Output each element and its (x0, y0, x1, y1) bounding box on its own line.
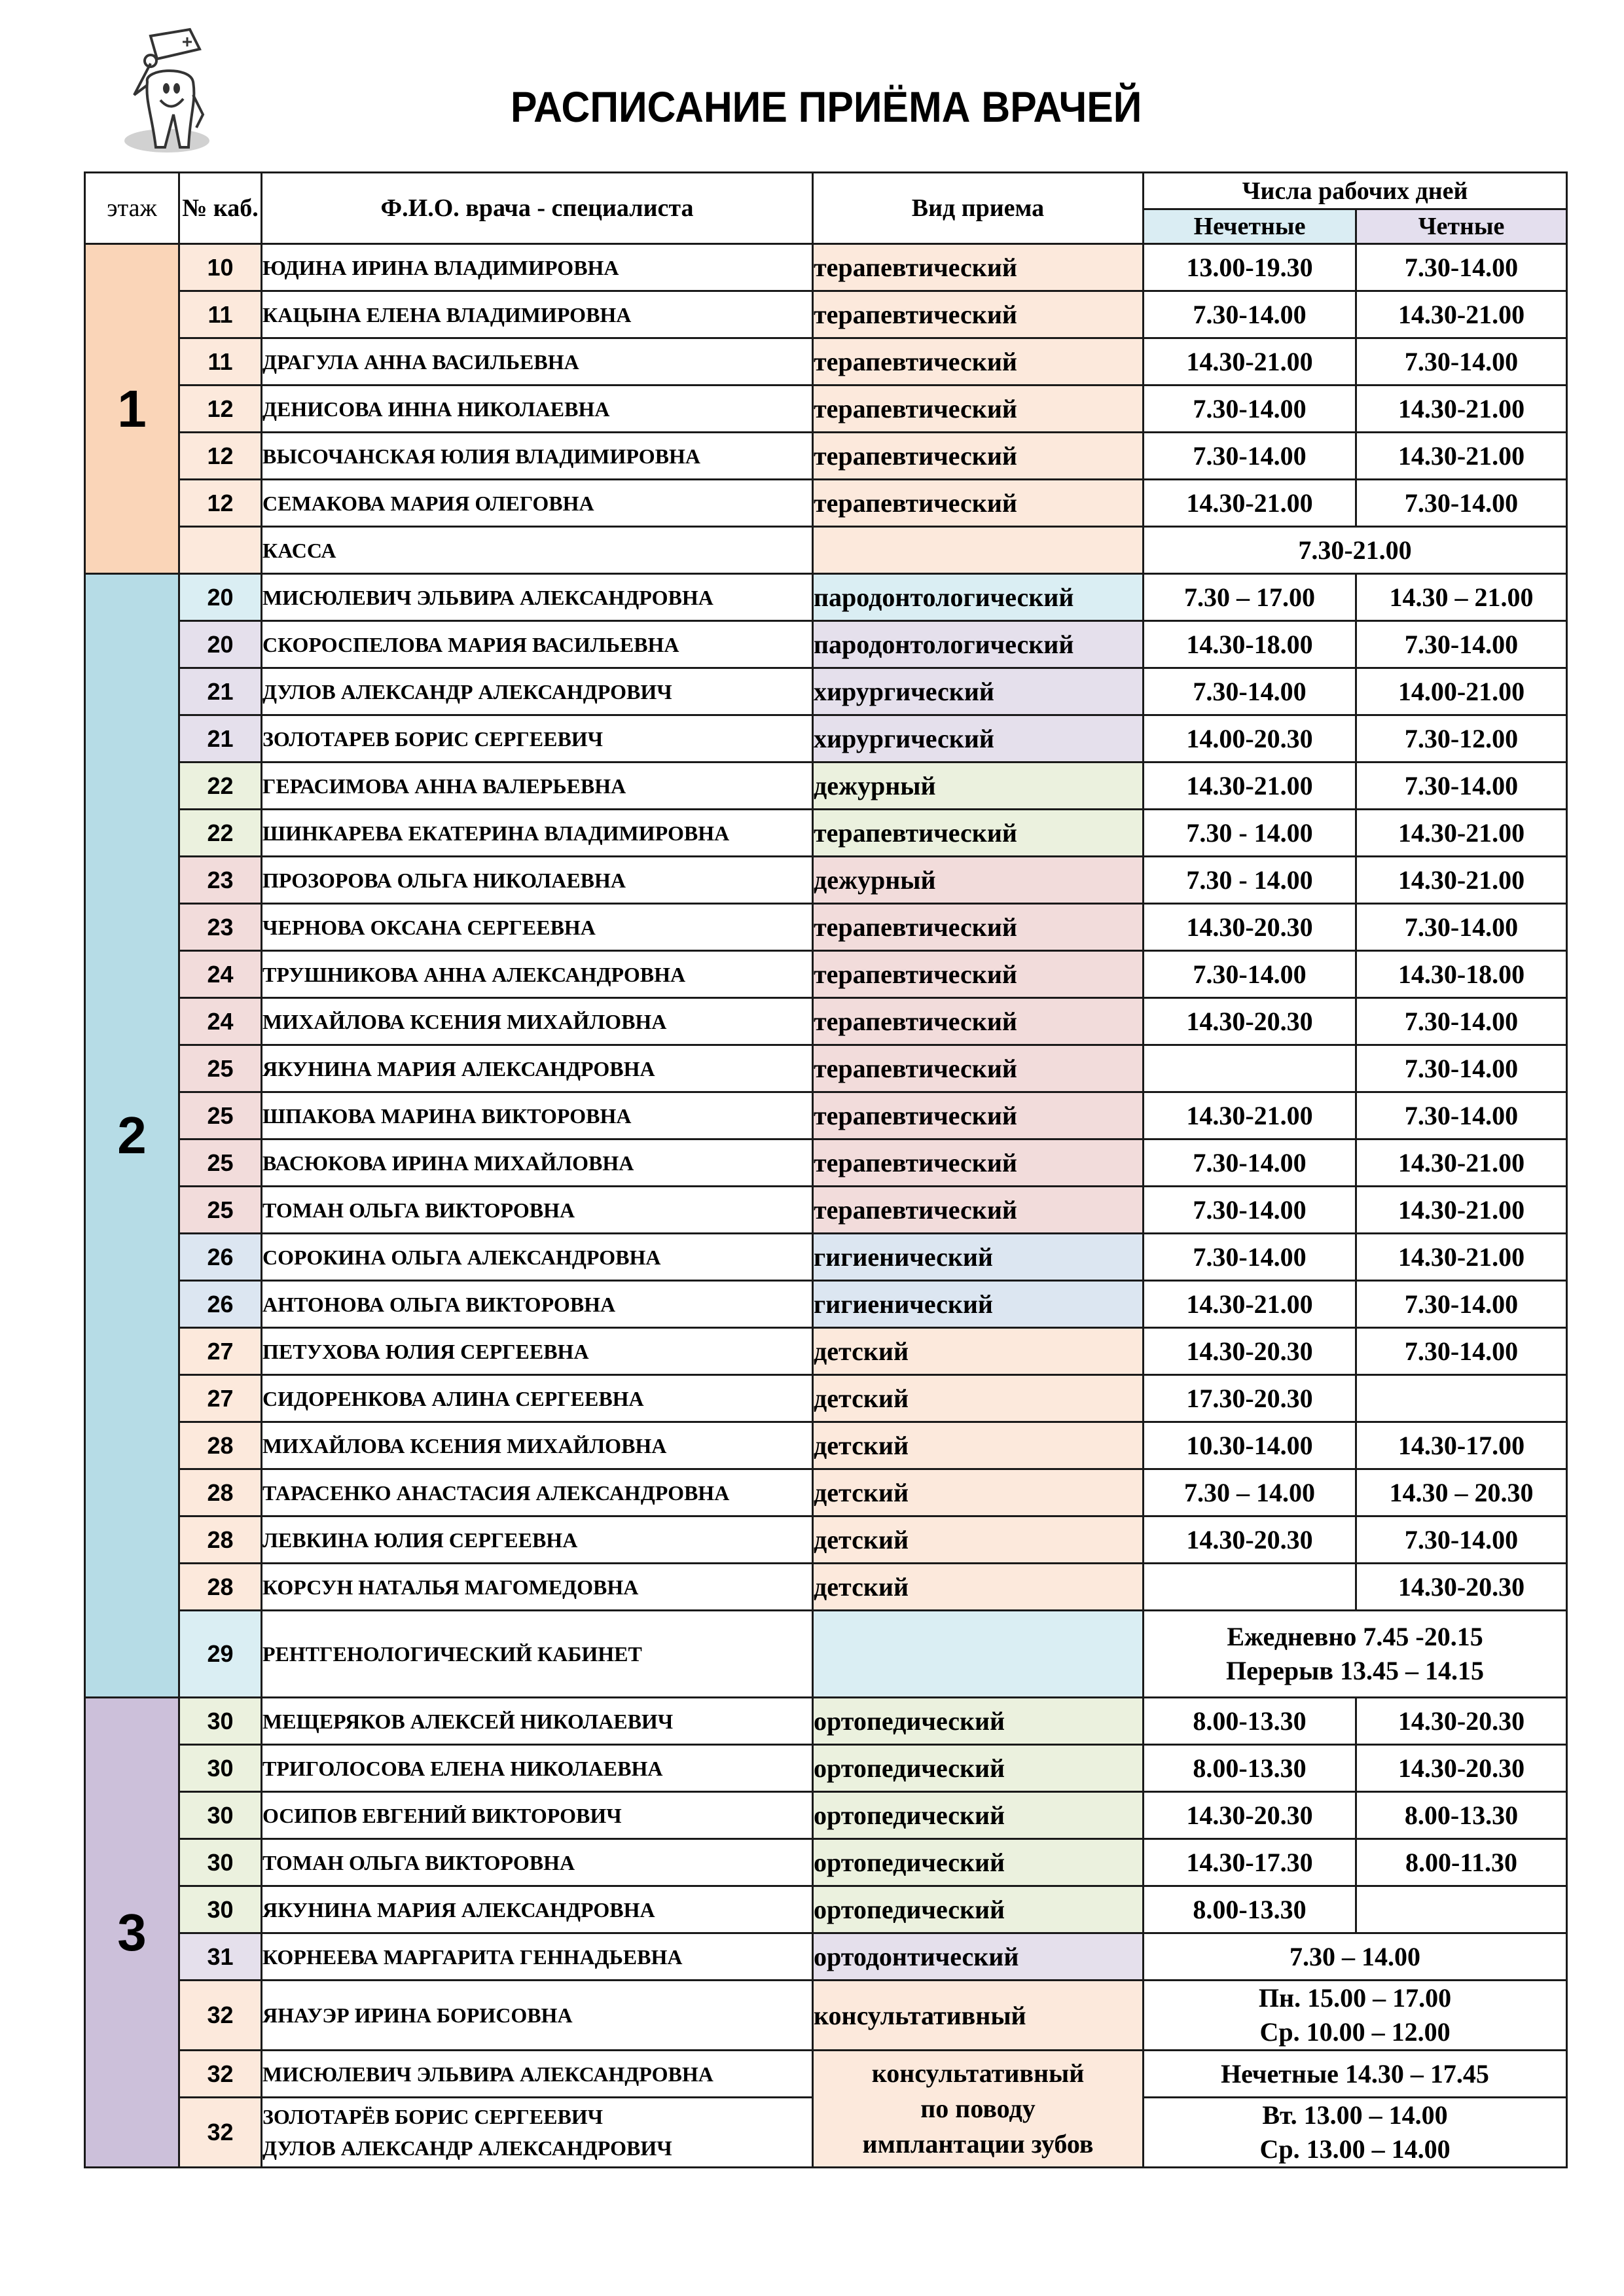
appointment-type: терапевтический (813, 480, 1144, 527)
appointment-type (813, 527, 1144, 574)
schedule-even: 7.30-14.00 (1356, 338, 1567, 386)
schedule-odd: 14.30-21.00 (1144, 762, 1356, 810)
table-row (85, 621, 1567, 668)
table-row (85, 1375, 1567, 1422)
table-row (85, 1092, 1567, 1139)
appointment-type: терапевтический (813, 338, 1144, 386)
appointment-type: дежурный (813, 762, 1144, 810)
room-number: 28 (179, 1469, 262, 1516)
schedule-odd: 14.00-20.30 (1144, 715, 1356, 762)
room-number: 22 (179, 762, 262, 810)
appointment-type: детский (813, 1328, 1144, 1375)
table-row (85, 480, 1567, 527)
room-number: 24 (179, 951, 262, 998)
room-number: 23 (179, 857, 262, 904)
floor-label: 2 (85, 574, 179, 1698)
appointment-type-line: консультативный (871, 2058, 1085, 2088)
table-row (85, 1328, 1567, 1375)
schedule-odd: 7.30 - 14.00 (1144, 857, 1356, 904)
doctor-name: ШИНКАРЕВА ЕКАТЕРИНА ВЛАДИМИРОВНА (262, 810, 813, 857)
schedule-even: 14.30 – 21.00 (1356, 574, 1567, 621)
appointment-type-line: имплантации зубов (862, 2129, 1094, 2159)
schedule-even: 14.30-21.00 (1356, 1139, 1567, 1187)
table-row (85, 1422, 1567, 1469)
doctor-name: ПРОЗОРОВА ОЛЬГА НИКОЛАЕВНА (262, 857, 813, 904)
doctor-name: ТОМАН ОЛЬГА ВИКТОРОВНА (262, 1187, 813, 1234)
schedule-merged (1144, 1611, 1567, 1698)
schedule-merged: Нечетные 14.30 – 17.45 (1144, 2051, 1567, 2098)
room-number: 29 (179, 1611, 262, 1698)
room-number: 30 (179, 1745, 262, 1792)
header-even: Четные (1356, 209, 1567, 244)
room-number: 12 (179, 433, 262, 480)
appointment-type: ортопедический (813, 1886, 1144, 1933)
room-number: 30 (179, 1886, 262, 1933)
schedule-even: 14.30-21.00 (1356, 810, 1567, 857)
header-odd: Нечетные (1144, 209, 1356, 244)
doctor-name: ЯНАУЭР ИРИНА БОРИСОВНА (262, 1981, 813, 2051)
room-number: 25 (179, 1092, 262, 1139)
appointment-type: ортопедический (813, 1745, 1144, 1792)
room-number: 23 (179, 904, 262, 951)
schedule-even: 14.30-20.30 (1356, 1698, 1567, 1745)
header-floor: этаж (85, 173, 179, 244)
schedule-odd: 7.30-14.00 (1144, 1234, 1356, 1281)
doctor-name: ДЕНИСОВА ИННА НИКОЛАЕВНА (262, 386, 813, 433)
schedule-odd: 7.30-14.00 (1144, 1187, 1356, 1234)
table-row (85, 951, 1567, 998)
schedule-odd: 14.30-21.00 (1144, 1092, 1356, 1139)
appointment-type: терапевтический (813, 291, 1144, 338)
room-number: 30 (179, 1698, 262, 1745)
doctor-name-line: ЗОЛОТАРЁВ БОРИС СЕРГЕЕВИЧ (262, 2105, 604, 2128)
schedule-merged (1144, 1981, 1567, 2051)
room-number: 32 (179, 2051, 262, 2098)
room-number: 21 (179, 715, 262, 762)
table-row (85, 668, 1567, 715)
doctor-name: ЮДИНА ИРИНА ВЛАДИМИРОВНА (262, 244, 813, 291)
appointment-type: гигиенический (813, 1281, 1144, 1328)
table-row (85, 574, 1567, 621)
appointment-type: хирургический (813, 668, 1144, 715)
schedule-odd: 7.30-14.00 (1144, 433, 1356, 480)
schedule-odd: 10.30-14.00 (1144, 1422, 1356, 1469)
schedule-even: 14.30-21.00 (1356, 291, 1567, 338)
schedule-odd (1144, 1045, 1356, 1092)
page-title: РАСПИСАНИЕ ПРИЁМА ВРАЧЕЙ (511, 82, 1142, 131)
appointment-type (813, 2051, 1144, 2168)
schedule-even: 7.30-14.00 (1356, 621, 1567, 668)
table-row (85, 291, 1567, 338)
doctor-name: МИСЮЛЕВИЧ ЭЛЬВИРА АЛЕКСАНДРОВНА (262, 2051, 813, 2098)
table-row (85, 1839, 1567, 1886)
appointment-type: терапевтический (813, 904, 1144, 951)
schedule-line: Пн. 15.00 – 17.00 (1258, 1983, 1452, 2013)
appointment-type: дежурный (813, 857, 1144, 904)
doctor-name: ВАСЮКОВА ИРИНА МИХАЙЛОВНА (262, 1139, 813, 1187)
schedule-odd: 7.30 – 14.00 (1144, 1469, 1356, 1516)
table-row (85, 1564, 1567, 1611)
doctor-name: ЧЕРНОВА ОКСАНА СЕРГЕЕВНА (262, 904, 813, 951)
schedule-line: Ср. 13.00 – 14.00 (1259, 2134, 1451, 2164)
schedule-even: 7.30-12.00 (1356, 715, 1567, 762)
doctor-name: СОРОКИНА ОЛЬГА АЛЕКСАНДРОВНА (262, 1234, 813, 1281)
doctor-name (262, 2098, 813, 2168)
doctor-name: ТРУШНИКОВА АННА АЛЕКСАНДРОВНА (262, 951, 813, 998)
table-row (85, 1886, 1567, 1933)
schedule-odd: 14.30-21.00 (1144, 480, 1356, 527)
room-number: 12 (179, 386, 262, 433)
room-number: 25 (179, 1187, 262, 1234)
doctor-name: АНТОНОВА ОЛЬГА ВИКТОРОВНА (262, 1281, 813, 1328)
schedule-even: 7.30-14.00 (1356, 1281, 1567, 1328)
schedule-line: Ежедневно 7.45 -20.15 (1227, 1622, 1483, 1651)
table-row (85, 338, 1567, 386)
header-room: № каб. (179, 173, 262, 244)
appointment-type: детский (813, 1564, 1144, 1611)
room-number: 28 (179, 1422, 262, 1469)
schedule-odd: 14.30-20.30 (1144, 904, 1356, 951)
appointment-type-line: по поводу (920, 2094, 1036, 2123)
schedule-odd: 13.00-19.30 (1144, 244, 1356, 291)
room-number: 12 (179, 480, 262, 527)
appointment-type: терапевтический (813, 998, 1144, 1045)
doctor-name: ДРАГУЛА АННА ВАСИЛЬЕВНА (262, 338, 813, 386)
schedule-even: 7.30-14.00 (1356, 1045, 1567, 1092)
table-row (85, 810, 1567, 857)
schedule-odd: 7.30-14.00 (1144, 668, 1356, 715)
schedule-even: 14.30-21.00 (1356, 1187, 1567, 1234)
schedule-even: 7.30-14.00 (1356, 1092, 1567, 1139)
schedule-even (1356, 1375, 1567, 1422)
schedule-odd: 14.30-21.00 (1144, 1281, 1356, 1328)
doctor-name: ТРИГОЛОСОВА ЕЛЕНА НИКОЛАЕВНА (262, 1745, 813, 1792)
doctor-name: КАЦЫНА ЕЛЕНА ВЛАДИМИРОВНА (262, 291, 813, 338)
schedule-even: 14.30-21.00 (1356, 386, 1567, 433)
appointment-type: терапевтический (813, 1187, 1144, 1234)
doctor-name: ГЕРАСИМОВА АННА ВАЛЕРЬЕВНА (262, 762, 813, 810)
schedule-even: 7.30-14.00 (1356, 998, 1567, 1045)
doctor-name: ОСИПОВ ЕВГЕНИЙ ВИКТОРОВИЧ (262, 1792, 813, 1839)
header-days: Числа рабочих дней (1144, 173, 1567, 209)
doctor-name: РЕНТГЕНОЛОГИЧЕСКИЙ КАБИНЕТ (262, 1611, 813, 1698)
appointment-type: детский (813, 1469, 1144, 1516)
schedule-odd: 14.30-17.30 (1144, 1839, 1356, 1886)
schedule-odd: 14.30-20.30 (1144, 1328, 1356, 1375)
schedule-odd: 7.30-14.00 (1144, 1139, 1356, 1187)
table-row (85, 1045, 1567, 1092)
room-number: 10 (179, 244, 262, 291)
appointment-type: хирургический (813, 715, 1144, 762)
schedule-merged: 7.30-21.00 (1144, 527, 1567, 574)
appointment-type: ортопедический (813, 1839, 1144, 1886)
floor-label: 1 (85, 244, 179, 574)
schedule-even: 8.00-13.30 (1356, 1792, 1567, 1839)
table-row (85, 1981, 1567, 2051)
schedule-odd: 14.30-20.30 (1144, 1516, 1356, 1564)
schedule-even: 14.30-18.00 (1356, 951, 1567, 998)
table-row (85, 527, 1567, 574)
header-type: Вид приема (813, 173, 1144, 244)
schedule-even: 7.30-14.00 (1356, 1328, 1567, 1375)
schedule-odd: 14.30-20.30 (1144, 1792, 1356, 1839)
schedule-odd: 8.00-13.30 (1144, 1886, 1356, 1933)
doctor-name: КОРНЕЕВА МАРГАРИТА ГЕННАДЬЕВНА (262, 1933, 813, 1981)
doctor-name: ЯКУНИНА МАРИЯ АЛЕКСАНДРОВНА (262, 1045, 813, 1092)
room-number: 11 (179, 291, 262, 338)
appointment-type: терапевтический (813, 244, 1144, 291)
tooth-mascot-icon (111, 23, 219, 157)
table-row (85, 1933, 1567, 1981)
room-number: 28 (179, 1516, 262, 1564)
schedule-merged (1144, 2098, 1567, 2168)
doctor-name: ВЫСОЧАНСКАЯ ЮЛИЯ ВЛАДИМИРОВНА (262, 433, 813, 480)
schedule-odd: 7.30 - 14.00 (1144, 810, 1356, 857)
schedule-even: 14.30-20.30 (1356, 1564, 1567, 1611)
appointment-type: ортопедический (813, 1698, 1144, 1745)
appointment-type: консультативный (813, 1981, 1144, 2051)
table-row (85, 1698, 1567, 1745)
appointment-type: детский (813, 1375, 1144, 1422)
schedule-even: 7.30-14.00 (1356, 1516, 1567, 1564)
table-row (85, 762, 1567, 810)
room-number: 11 (179, 338, 262, 386)
appointment-type: терапевтический (813, 1045, 1144, 1092)
table-row (85, 1745, 1567, 1792)
doctor-name: МЕЩЕРЯКОВ АЛЕКСЕЙ НИКОЛАЕВИЧ (262, 1698, 813, 1745)
schedule-even: 7.30-14.00 (1356, 480, 1567, 527)
room-number (179, 527, 262, 574)
room-number: 20 (179, 621, 262, 668)
schedule-odd: 7.30-14.00 (1144, 951, 1356, 998)
table-row (85, 715, 1567, 762)
schedule-line: Ср. 10.00 – 12.00 (1259, 2017, 1451, 2047)
room-number: 31 (179, 1933, 262, 1981)
table-row (85, 1187, 1567, 1234)
doctor-name: МИХАЙЛОВА КСЕНИЯ МИХАЙЛОВНА (262, 998, 813, 1045)
schedule-odd: 8.00-13.30 (1144, 1698, 1356, 1745)
doctor-name: ЗОЛОТАРЕВ БОРИС СЕРГЕЕВИЧ (262, 715, 813, 762)
schedule-even: 14.30-21.00 (1356, 433, 1567, 480)
schedule-odd: 8.00-13.30 (1144, 1745, 1356, 1792)
schedule-even: 14.30-17.00 (1356, 1422, 1567, 1469)
schedule-even: 14.30 – 20.30 (1356, 1469, 1567, 1516)
room-number: 27 (179, 1375, 262, 1422)
room-number: 21 (179, 668, 262, 715)
table-row (85, 1281, 1567, 1328)
schedule-odd: 7.30-14.00 (1144, 291, 1356, 338)
table-row (85, 857, 1567, 904)
appointment-type: пародонтологический (813, 574, 1144, 621)
schedule-line: Перерыв 13.45 – 14.15 (1226, 1656, 1484, 1685)
appointment-type: терапевтический (813, 810, 1144, 857)
schedule-odd: 14.30-21.00 (1144, 338, 1356, 386)
room-number: 30 (179, 1792, 262, 1839)
room-number: 20 (179, 574, 262, 621)
doctor-name: ЛЕВКИНА ЮЛИЯ СЕРГЕЕВНА (262, 1516, 813, 1564)
room-number: 26 (179, 1281, 262, 1328)
header-name: Ф.И.О. врача - специалиста (262, 173, 813, 244)
table-row (85, 1139, 1567, 1187)
table-row (85, 998, 1567, 1045)
doctor-name: МИСЮЛЕВИЧ ЭЛЬВИРА АЛЕКСАНДРОВНА (262, 574, 813, 621)
doctor-name-line: ДУЛОВ АЛЕКСАНДР АЛЕКСАНДРОВИЧ (262, 2136, 672, 2160)
appointment-type: детский (813, 1422, 1144, 1469)
appointment-type: терапевтический (813, 951, 1144, 998)
schedule-even: 7.30-14.00 (1356, 904, 1567, 951)
room-number: 22 (179, 810, 262, 857)
doctor-name: ДУЛОВ АЛЕКСАНДР АЛЕКСАНДРОВИЧ (262, 668, 813, 715)
schedule-even (1356, 1886, 1567, 1933)
room-number: 26 (179, 1234, 262, 1281)
doctor-name: СИДОРЕНКОВА АЛИНА СЕРГЕЕВНА (262, 1375, 813, 1422)
table-row (85, 1611, 1567, 1698)
appointment-type (813, 1611, 1144, 1698)
room-number: 25 (179, 1139, 262, 1187)
schedule-odd: 7.30 – 17.00 (1144, 574, 1356, 621)
schedule-line: Вт. 13.00 – 14.00 (1262, 2100, 1448, 2130)
doctor-name: СЕМАКОВА МАРИЯ ОЛЕГОВНА (262, 480, 813, 527)
appointment-type: терапевтический (813, 386, 1144, 433)
room-number: 24 (179, 998, 262, 1045)
doctor-name: СКОРОСПЕЛОВА МАРИЯ ВАСИЛЬЕВНА (262, 621, 813, 668)
schedule-even: 14.00-21.00 (1356, 668, 1567, 715)
room-number: 32 (179, 2098, 262, 2168)
table-row (85, 244, 1567, 291)
room-number: 28 (179, 1564, 262, 1611)
doctor-name: ЯКУНИНА МАРИЯ АЛЕКСАНДРОВНА (262, 1886, 813, 1933)
room-number: 30 (179, 1839, 262, 1886)
room-number: 32 (179, 1981, 262, 2051)
appointment-type: гигиенический (813, 1234, 1144, 1281)
schedule-even: 7.30-14.00 (1356, 244, 1567, 291)
appointment-type: терапевтический (813, 1139, 1144, 1187)
table-row (85, 433, 1567, 480)
appointment-type: ортодонтический (813, 1933, 1144, 1981)
doctor-name: КОРСУН НАТАЛЬЯ МАГОМЕДОВНА (262, 1564, 813, 1611)
table-row (85, 1234, 1567, 1281)
schedule-table (84, 171, 1568, 2168)
appointment-type: ортопедический (813, 1792, 1144, 1839)
doctor-name: ТОМАН ОЛЬГА ВИКТОРОВНА (262, 1839, 813, 1886)
appointment-type: терапевтический (813, 433, 1144, 480)
schedule-even: 14.30-20.30 (1356, 1745, 1567, 1792)
doctor-name: ПЕТУХОВА ЮЛИЯ СЕРГЕЕВНА (262, 1328, 813, 1375)
doctor-name: ТАРАСЕНКО АНАСТАСИЯ АЛЕКСАНДРОВНА (262, 1469, 813, 1516)
appointment-type: детский (813, 1516, 1144, 1564)
schedule-odd: 14.30-18.00 (1144, 621, 1356, 668)
schedule-merged: 7.30 – 14.00 (1144, 1933, 1567, 1981)
schedule-odd (1144, 1564, 1356, 1611)
doctor-name: КАССА (262, 527, 813, 574)
schedule-even: 14.30-21.00 (1356, 1234, 1567, 1281)
table-row (85, 386, 1567, 433)
doctor-name: МИХАЙЛОВА КСЕНИЯ МИХАЙЛОВНА (262, 1422, 813, 1469)
table-row (85, 1792, 1567, 1839)
floor-label: 3 (85, 1698, 179, 2168)
table-row (85, 904, 1567, 951)
table-row (85, 2051, 1567, 2098)
appointment-type: пародонтологический (813, 621, 1144, 668)
schedule-odd: 14.30-20.30 (1144, 998, 1356, 1045)
schedule-odd: 17.30-20.30 (1144, 1375, 1356, 1422)
schedule-odd: 7.30-14.00 (1144, 386, 1356, 433)
table-row (85, 1469, 1567, 1516)
schedule-even: 7.30-14.00 (1356, 762, 1567, 810)
room-number: 27 (179, 1328, 262, 1375)
room-number: 25 (179, 1045, 262, 1092)
schedule-even: 8.00-11.30 (1356, 1839, 1567, 1886)
table-row (85, 1516, 1567, 1564)
schedule-even: 14.30-21.00 (1356, 857, 1567, 904)
appointment-type: терапевтический (813, 1092, 1144, 1139)
doctor-name: ШПАКОВА МАРИНА ВИКТОРОВНА (262, 1092, 813, 1139)
